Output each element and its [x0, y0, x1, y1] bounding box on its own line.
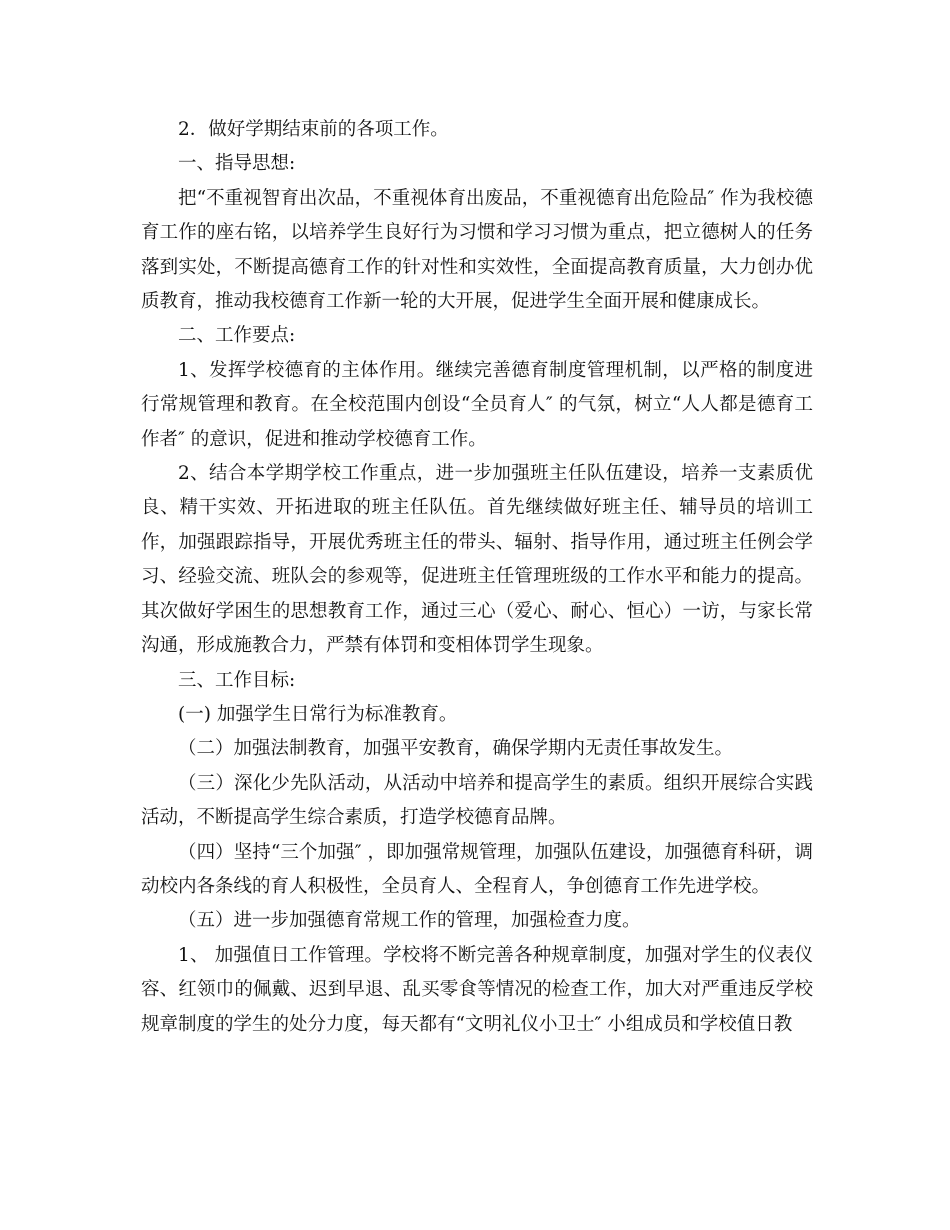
document-page: [141, 113, 813, 1042]
paragraph-goal-2: （二）加强法制教育，加强平安教育，确保学期内无责任事故发生。: [178, 738, 734, 760]
paragraph-goal-4: （四）坚持“三个加强″ ，即加强常规管理，加强队伍建设，加强德育科研，调动校内各条线的育人积极性，全员育人、全程育人，争创德育工作先进学校。: [141, 841, 813, 897]
paragraph-goal-1: (一) 加强学生日常行为标准教育。: [178, 703, 458, 725]
heading-work-goals: 三、工作目标:: [178, 669, 296, 691]
heading-work-points: 二、工作要点:: [178, 325, 296, 347]
paragraph-task-2: 2．做好学期结束前的各项工作。: [178, 119, 449, 140]
heading-guiding-ideology: 一、指导思想:: [178, 153, 296, 175]
paragraph-goal-3: （三）深化少先队活动，从活动中培养和提高学生的素质。组织开展综合实践活动，不断提高学生综合素质，打造学校德育品牌。: [141, 772, 813, 829]
paragraph-work-point-2: 2、结合本学期学校工作重点，进一步加强班主任队伍建设，培养一支素质优良、精干实效、开拓进取的班主任队伍。首先继续做好班主任、辅导员的培训工作，加强跟踪指导，开展优秀班主任的带头、辐射、指导作用，通过班主任例会学习、经验交流、班队会的参观等，促进班主任管理班级的工作水平和能力的提高。其次做好学困生的思想教育工作，通过三心（爱心、耐心、恒心）一访，与家长常沟通，形成施教合力，严禁有体罚和变相体罚学生现象。: [141, 463, 813, 657]
paragraph-duty-management: 1、 加强值日工作管理。学校将不断完善各种规章制度，加强对学生的仪表仪容、红领巾的佩戴、迟到早退、乱买零食等情况的检查工作，加大对严重违反学校规章制度的学生的处分力度，每天都有“文明礼仪小卫士″ 小组成员和学校值日教: [141, 944, 813, 1035]
paragraph-guiding-ideology: 把“不重视智育出次品，不重视体育出废品，不重视德育出危险品″ 作为我校德育工作的座右铭，以培养学生良好行为习惯和学习习惯为重点，把立德树人的任务落到实处，不断提高德育工作的针对性和实效性，全面提高教育质量，大力创办优质教育，推动我校德育工作新一轮的大开展，促进学生全面开展和健康成长。: [141, 187, 813, 313]
paragraph-work-point-1: 1、发挥学校德育的主体作用。继续完善德育制度管理机制，以严格的制度进行常规管理和教育。在全校范围内创设“全员育人″ 的气氛，树立“人人都是德育工作者″ 的意识，促进和推动学校德育工作。: [141, 359, 813, 450]
paragraph-goal-5: （五）进一步加强德育常规工作的管理，加强检查力度。: [178, 910, 641, 932]
